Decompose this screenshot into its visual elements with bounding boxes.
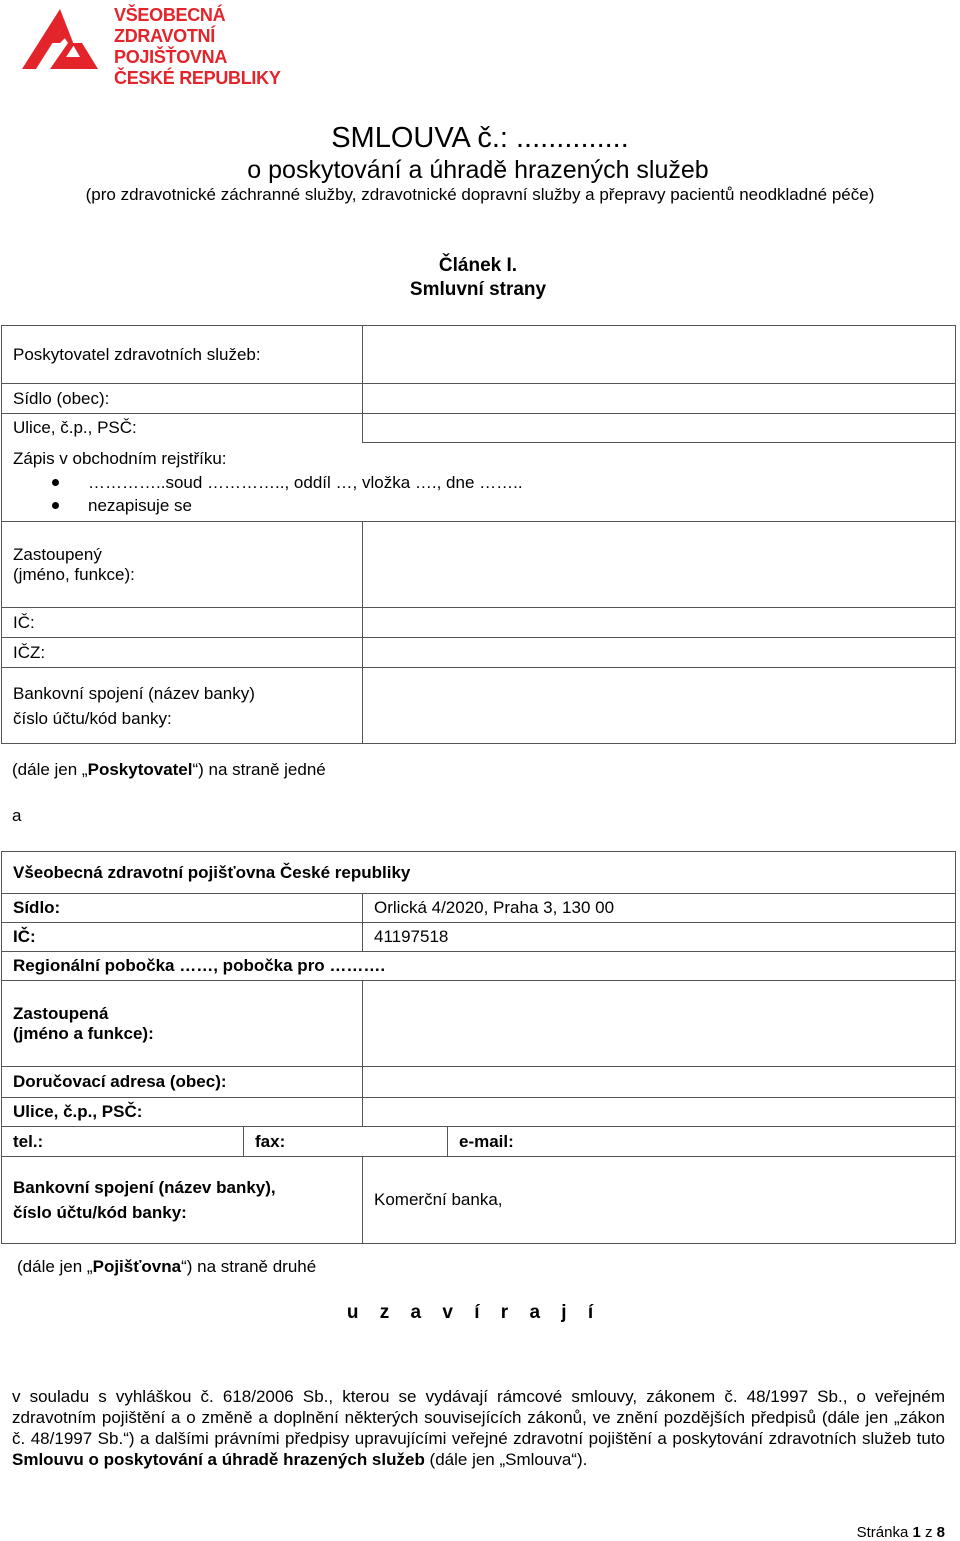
insurer-note-suffix: “) na straně druhé (181, 1257, 317, 1276)
and-conjunction: a (12, 806, 22, 825)
article-heading: Smluvní strany (409, 279, 547, 300)
provider-represented-value[interactable] (363, 522, 956, 608)
provider-register-label: Zápis v obchodním rejstříku: (13, 449, 227, 468)
insurer-represented-value[interactable] (363, 981, 956, 1067)
provider-icz-label: IČZ: (2, 638, 363, 668)
provider-icz-value[interactable] (363, 638, 956, 668)
insurer-note-prefix: (dále jen „ (17, 1257, 93, 1276)
provider-register-cell (2, 443, 956, 522)
provider-represented-label (2, 522, 363, 608)
insurer-seat-label: Sídlo: (2, 894, 363, 923)
paragraph-bold: Smlouvu o poskytování a úhradě hrazených služeb (12, 1450, 425, 1469)
provider-bank-label (2, 668, 363, 744)
logo-line-1: VŠEOBECNÁ (114, 5, 226, 25)
insurer-bank-line-2: číslo účtu/kód banky: (13, 1203, 187, 1222)
bullet-icon (52, 479, 59, 486)
article-number: Článek I. (438, 255, 518, 276)
represented-label-line-2: (jméno, funkce): (13, 564, 135, 584)
tel-label: tel.: (2, 1127, 244, 1157)
insurer-bank-line-1: Bankovní spojení (název banky), (13, 1178, 276, 1197)
footer-page: 1 (912, 1524, 921, 1541)
paragraph-part-2: (dále jen „Smlouva“). (424, 1450, 588, 1469)
bank-label-line-1: Bankovní spojení (název banky) (13, 683, 255, 703)
provider-name-value[interactable] (363, 326, 956, 384)
footer-total: 8 (936, 1524, 945, 1541)
insurer-street-label: Ulice, č.p., PSČ: (2, 1098, 363, 1127)
register-bullet-2-text: nezapisuje se (88, 496, 192, 515)
bullet-icon (52, 502, 59, 509)
vzp-logo-mark-icon (22, 7, 98, 69)
provider-note-suffix: “) na straně jedné (192, 760, 326, 779)
logo-line-2: ZDRAVOTNÍ POJIŠŤOVNA (114, 26, 228, 67)
register-bullet-1 (13, 471, 944, 494)
insurer-note (17, 1256, 316, 1278)
paragraph-part-1: v souladu s vyhláškou č. 618/2006 Sb., kterou se vydávají rámcové smlouvy, zákonem č. 48/1997 Sb., o veřejném zdravotním pojištění a o změně a doplnění některých souvisejících zákonů, ve znění pozdějších předpisů (dále jen „zákon č. 48/1997 Sb.“) a dalšími právními předpisy upravujícími veřejné zdravotní pojištění a poskytování zdravotních služeb tuto (12, 1387, 945, 1448)
provider-name-label: Poskytovatel zdravotních služeb: (2, 326, 363, 384)
insurer-branch: Regionální pobočka ……, pobočka pro ………. (2, 952, 956, 981)
vzp-logo (22, 5, 322, 88)
register-bullet-2 (13, 494, 944, 517)
contract-scope: (pro zdravotnické záchranné služby, zdravotnické dopravní služby a přepravy pacientů neodkladné péče) (85, 185, 875, 204)
provider-bank-value[interactable] (363, 668, 956, 744)
legal-paragraph (12, 1386, 945, 1470)
logo-line-3: ČESKÉ REPUBLIKY (114, 68, 281, 88)
fax-label: fax: (244, 1127, 448, 1157)
insurer-bank-label (2, 1157, 363, 1244)
footer-middle: z (920, 1524, 937, 1541)
insurer-ic-value: 41197518 (363, 923, 956, 952)
insurer-represented-label (2, 981, 363, 1067)
conclude-heading: u z a v í r a j í (346, 1302, 602, 1323)
provider-seat-value[interactable] (363, 384, 956, 414)
contact-table (1, 1126, 956, 1157)
contract-subtitle: o poskytování a úhradě hrazených služeb (247, 156, 709, 184)
provider-street-label: Ulice, č.p., PSČ: (2, 414, 363, 443)
provider-table (1, 325, 956, 744)
provider-ic-value[interactable] (363, 608, 956, 638)
insurer-ic-label: IČ: (2, 923, 363, 952)
provider-note-prefix: (dále jen „ (12, 760, 88, 779)
provider-street-value[interactable] (363, 414, 956, 443)
email-label: e-mail: (448, 1127, 956, 1157)
insurer-address-value[interactable] (363, 1067, 956, 1098)
page-number (857, 1524, 945, 1541)
contract-title: SMLOUVA č.: .............. (331, 122, 629, 154)
vzp-logo-text (114, 5, 322, 89)
bank-label-line-2: číslo účtu/kód banky: (13, 708, 172, 728)
insurer-bank-value: Komerční banka, (363, 1157, 956, 1244)
represented-label-line-1: Zastoupený (13, 544, 102, 564)
insurer-bank-table (1, 1156, 956, 1244)
provider-seat-label: Sídlo (obec): (2, 384, 363, 414)
insurer-street-value[interactable] (363, 1098, 956, 1127)
insurer-table (1, 851, 956, 1127)
insurer-represented-line-1: Zastoupená (13, 1003, 109, 1023)
insurer-note-bold: Pojišťovna (92, 1257, 182, 1276)
provider-note-bold: Poskytovatel (87, 760, 193, 779)
insurer-name: Všeobecná zdravotní pojišťovna České republiky (2, 852, 956, 894)
provider-ic-label: IČ: (2, 608, 363, 638)
insurer-represented-line-2: (jméno a funkce): (13, 1023, 154, 1043)
footer-prefix: Stránka (856, 1524, 913, 1541)
insurer-address-label: Doručovací adresa (obec): (2, 1067, 363, 1098)
register-bullet-1-text: …………..soud ………….., oddíl …, vložka …., dne …….. (88, 473, 523, 492)
provider-note (12, 759, 326, 781)
insurer-seat-value: Orlická 4/2020, Praha 3, 130 00 (363, 894, 956, 923)
